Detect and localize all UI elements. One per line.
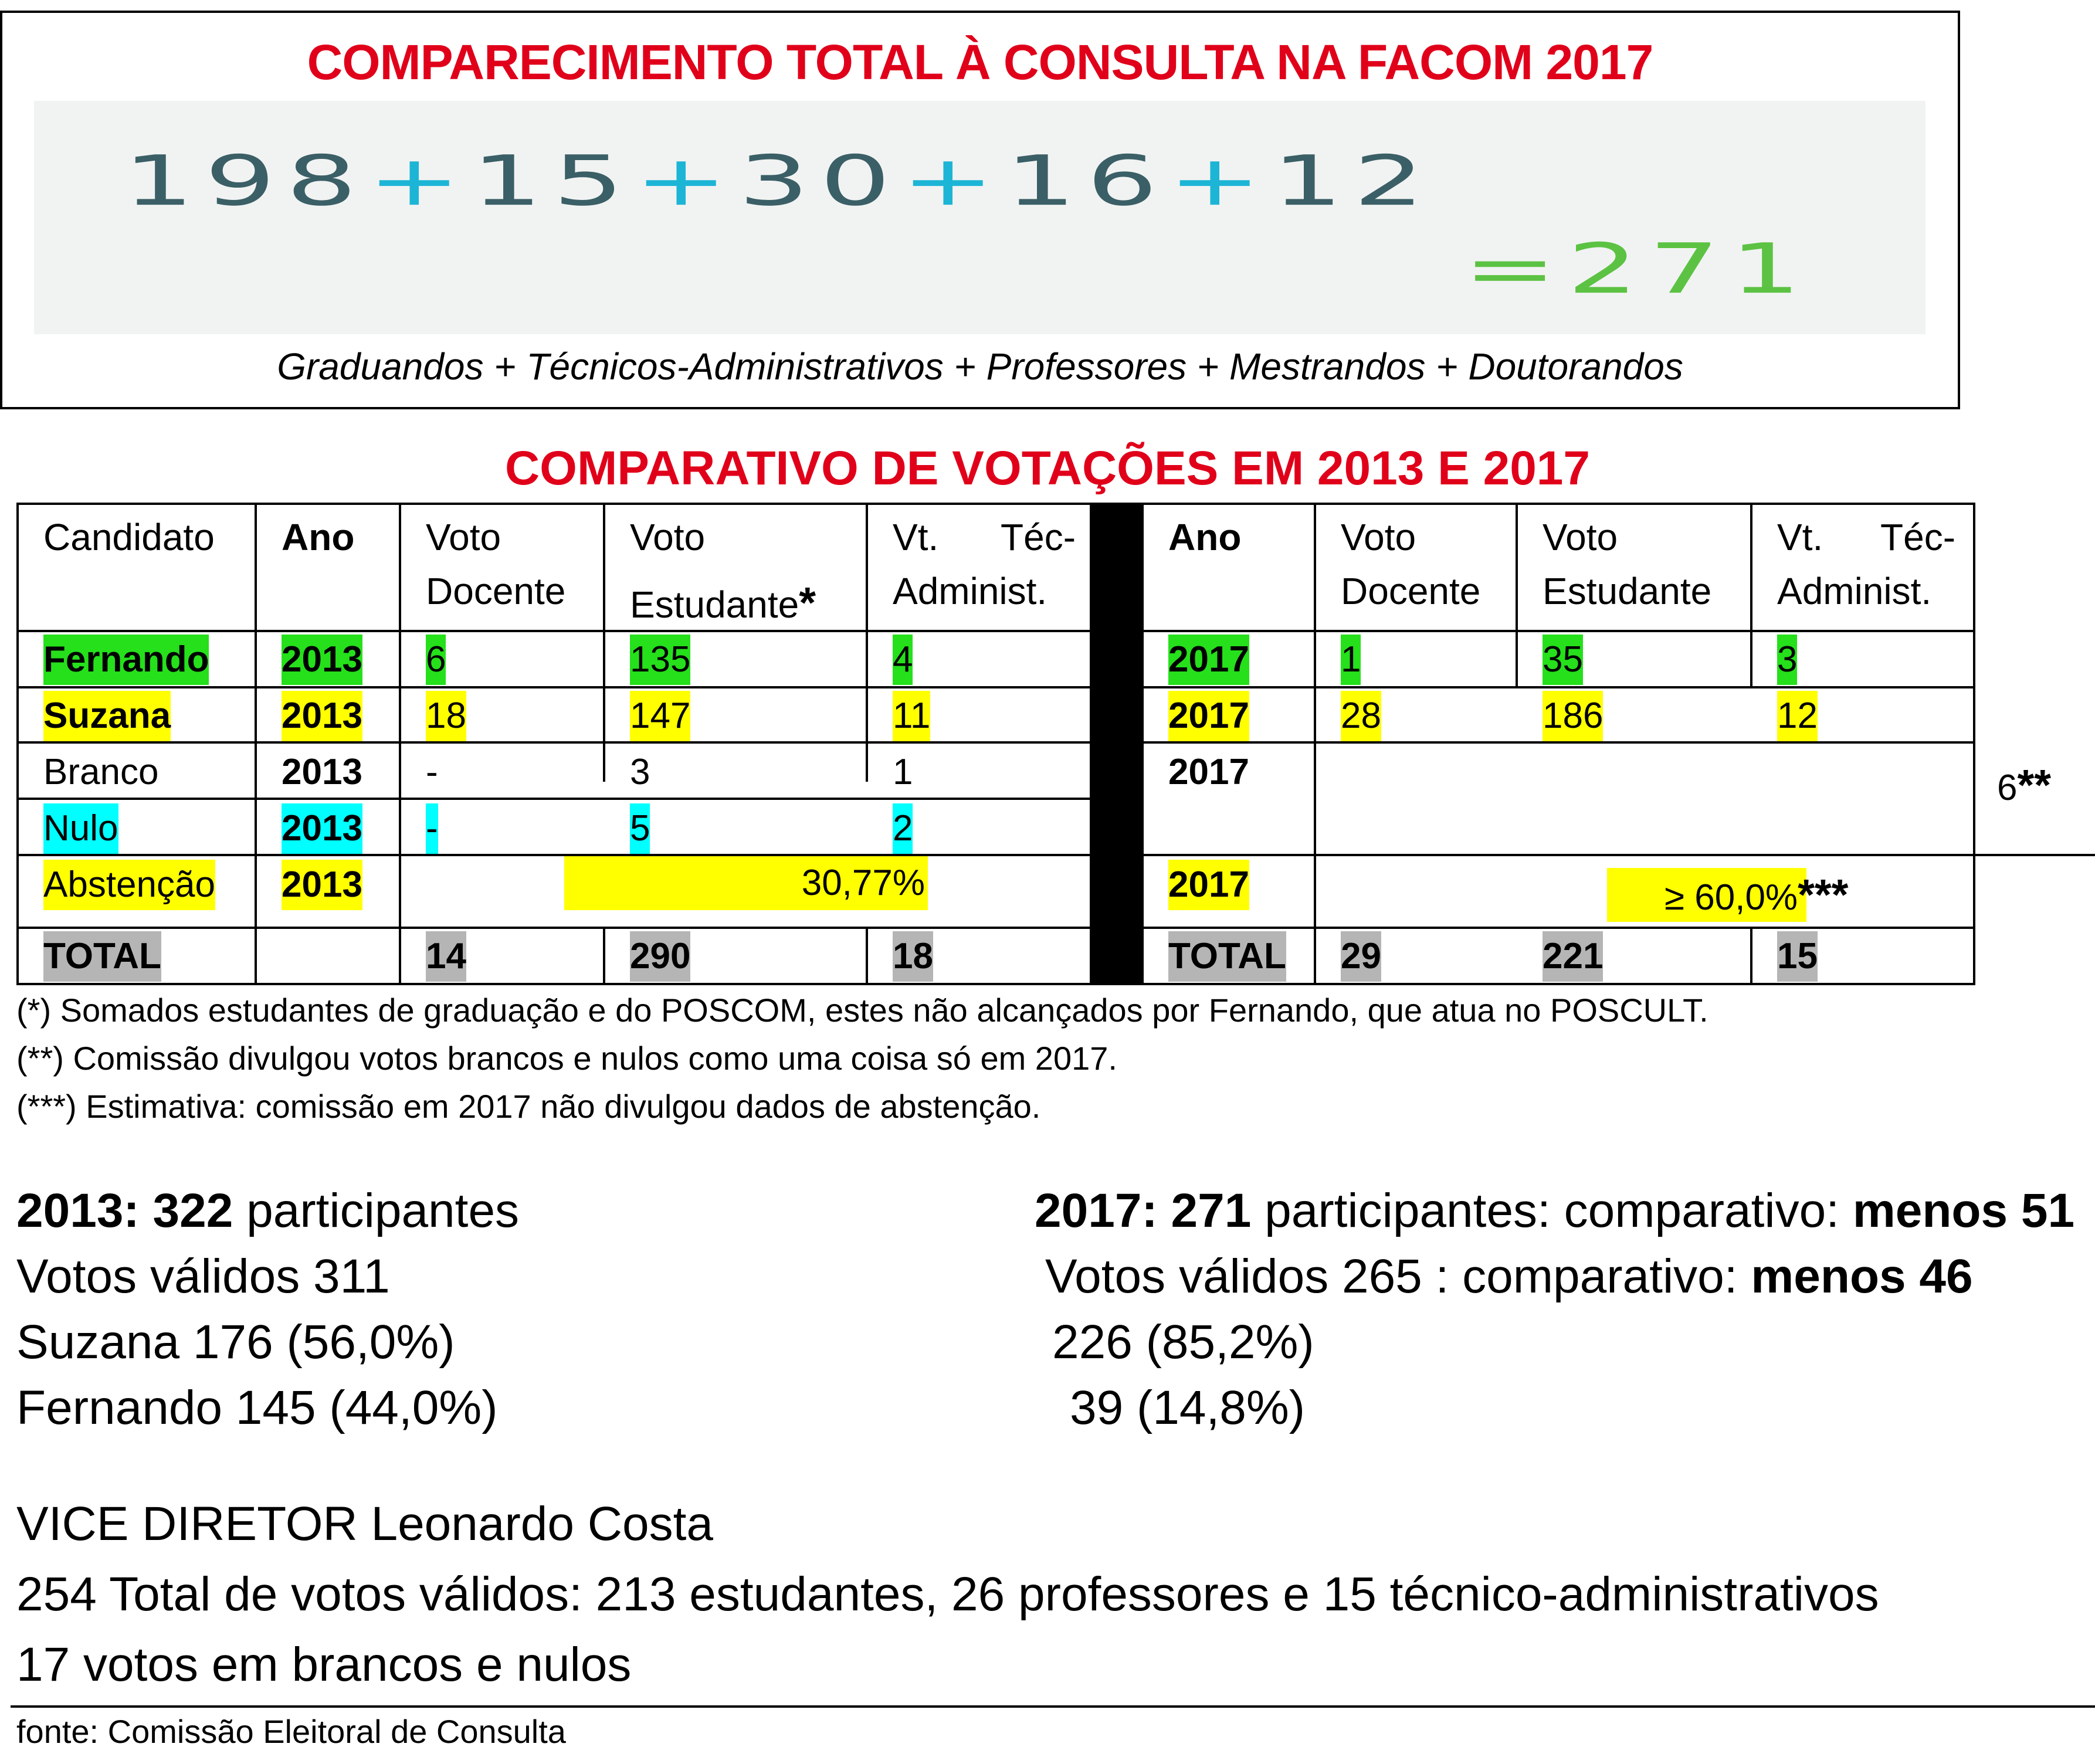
- plus-sign: +: [634, 141, 738, 222]
- table-row-suzana: Suzana: [19, 690, 171, 742]
- header-year-2013: Ano: [282, 516, 355, 558]
- cell-estudante-2017: 35: [1518, 633, 1583, 686]
- header-tec-2017: Vt. Téc- Administ.: [1777, 516, 1955, 612]
- plus-sign: +: [1168, 141, 1272, 222]
- cell-total-2017: TOTAL: [1144, 930, 1286, 983]
- cell-year-2013: 2013: [257, 690, 362, 742]
- header-tec-2013: Vt. Téc- Administ.: [893, 516, 1076, 612]
- cell-tec-2013: 18: [868, 930, 933, 983]
- cell-docente-2017: 28: [1316, 690, 1381, 742]
- summary-2013-valid: Votos válidos 311: [16, 1250, 390, 1303]
- cell-tec-2017: 3: [1752, 633, 1797, 686]
- cell-docente-2013: 6: [401, 633, 446, 686]
- table-divider-bar: [1090, 503, 1144, 985]
- table-row-branco: Branco: [43, 752, 159, 792]
- header-candidate: Candidato: [43, 516, 215, 558]
- term-graduandos: 198: [123, 141, 368, 222]
- term-doutorandos: 12: [1272, 141, 1435, 222]
- summary-2017-valid: Votos válidos 265 : comparativo: menos 46: [1045, 1250, 1973, 1303]
- summary-2013-fernando: Fernando 145 (44,0%): [16, 1381, 498, 1434]
- cell-tec-2013: 1: [893, 752, 913, 792]
- blank-null-2017-value: 6**: [1997, 761, 2052, 809]
- footnote-2: (**) Comissão divulgou votos brancos e nulos como uma coisa só em 2017.: [16, 1040, 1117, 1077]
- table-row-abstencao: Abstenção: [19, 859, 215, 911]
- cell-estudante-2013: 5: [605, 802, 650, 855]
- header-docente-2017: Voto Docente: [1341, 516, 1481, 612]
- cell-docente-2017: 29: [1316, 930, 1381, 983]
- header-year-2017: Ano: [1168, 516, 1242, 558]
- cell-year-2017: 2017: [1168, 752, 1249, 792]
- abstention-2017-value: ≥ 60,0%***: [1665, 870, 1849, 919]
- cell-year-2013: 2013: [257, 859, 362, 911]
- cell-estudante-2013: 147: [605, 690, 690, 742]
- cell-docente-2017: 1: [1316, 633, 1361, 686]
- source-divider: [11, 1705, 2095, 1708]
- summary-2013-suzana: Suzana 176 (56,0%): [16, 1315, 455, 1369]
- vice-director-title: VICE DIRETOR Leonardo Costa: [16, 1497, 713, 1551]
- cell-year-2013: 2013: [282, 752, 362, 792]
- term-professores: 30: [738, 141, 901, 222]
- footnote-1: (*) Somados estudantes de graduação e do POSCOM, estes não alcançados por Fernando, que atua no POSCULT.: [16, 992, 1708, 1029]
- equation-result: =271: [1463, 229, 1812, 310]
- cell-year-2013: 2013: [257, 633, 362, 686]
- abstention-2013-value: 30,77%: [801, 863, 925, 903]
- summary-2017-fernando: 39 (14,8%): [1070, 1381, 1306, 1434]
- cell-docente-2013: -: [426, 752, 438, 792]
- header-estudante-2017: Voto Estudante: [1543, 516, 1712, 612]
- cell-year-2017: 2017: [1144, 690, 1249, 742]
- plus-sign: +: [367, 141, 472, 222]
- cell-estudante-2013: 290: [605, 930, 690, 983]
- cell-year-2017: 2017: [1144, 859, 1249, 911]
- vice-director-blank-votes: 17 votos em brancos e nulos: [16, 1638, 632, 1691]
- attendance-title: COMPARECIMENTO TOTAL À CONSULTA NA FACOM 2017: [307, 35, 1653, 90]
- term-mestrandos: 16: [1005, 141, 1168, 222]
- source-note: fonte: Comissão Eleitoral de Consulta: [16, 1713, 566, 1750]
- footnote-3: (***) Estimativa: comissão em 2017 não divulgou dados de abstenção.: [16, 1088, 1041, 1125]
- cell-year-2013: 2013: [257, 802, 362, 855]
- summary-2013-participants: 2013: 322 participantes: [16, 1184, 520, 1237]
- table-row-total: TOTAL: [19, 930, 161, 983]
- table-row-nulo: Nulo: [19, 802, 118, 855]
- cell-tec-2017: 15: [1752, 930, 1818, 983]
- cell-estudante-2013: 3: [630, 752, 650, 792]
- plus-sign: +: [901, 141, 1005, 222]
- cell-tec-2017: 12: [1752, 690, 1818, 742]
- comparison-title: COMPARATIVO DE VOTAÇÕES EM 2013 E 2017: [504, 442, 1591, 495]
- cell-estudante-2017: 186: [1518, 690, 1603, 742]
- cell-tec-2013: 4: [868, 633, 913, 686]
- cell-docente-2013: -: [401, 802, 438, 855]
- equation-legend: Graduandos + Técnicos-Administrativos + Professores + Mestrandos + Doutorandos: [277, 345, 1683, 388]
- summary-2017-suzana: 226 (85,2%): [1052, 1315, 1314, 1369]
- cell-tec-2013: 11: [868, 690, 930, 742]
- summary-2017-participants: 2017: 271 participantes: comparativo: menos 51: [1035, 1184, 2075, 1237]
- header-docente-2013: Voto Docente: [426, 516, 566, 612]
- term-tecnicos: 15: [471, 141, 635, 222]
- cell-year-2017: 2017: [1144, 633, 1249, 686]
- header-estudante-2013: Voto Estudante*: [630, 516, 816, 627]
- cell-docente-2013: 18: [401, 690, 466, 742]
- vice-director-valid-votes: 254 Total de votos válidos: 213 estudantes, 26 professores e 15 técnico-administrativos: [16, 1568, 1879, 1621]
- cell-tec-2013: 2: [868, 802, 913, 855]
- cell-docente-2013: 14: [401, 930, 466, 983]
- cell-estudante-2013: 135: [605, 633, 690, 686]
- attendance-equation: [123, 141, 1435, 221]
- cell-estudante-2017: 221: [1518, 930, 1603, 983]
- table-row-fernando: Fernando: [19, 633, 209, 686]
